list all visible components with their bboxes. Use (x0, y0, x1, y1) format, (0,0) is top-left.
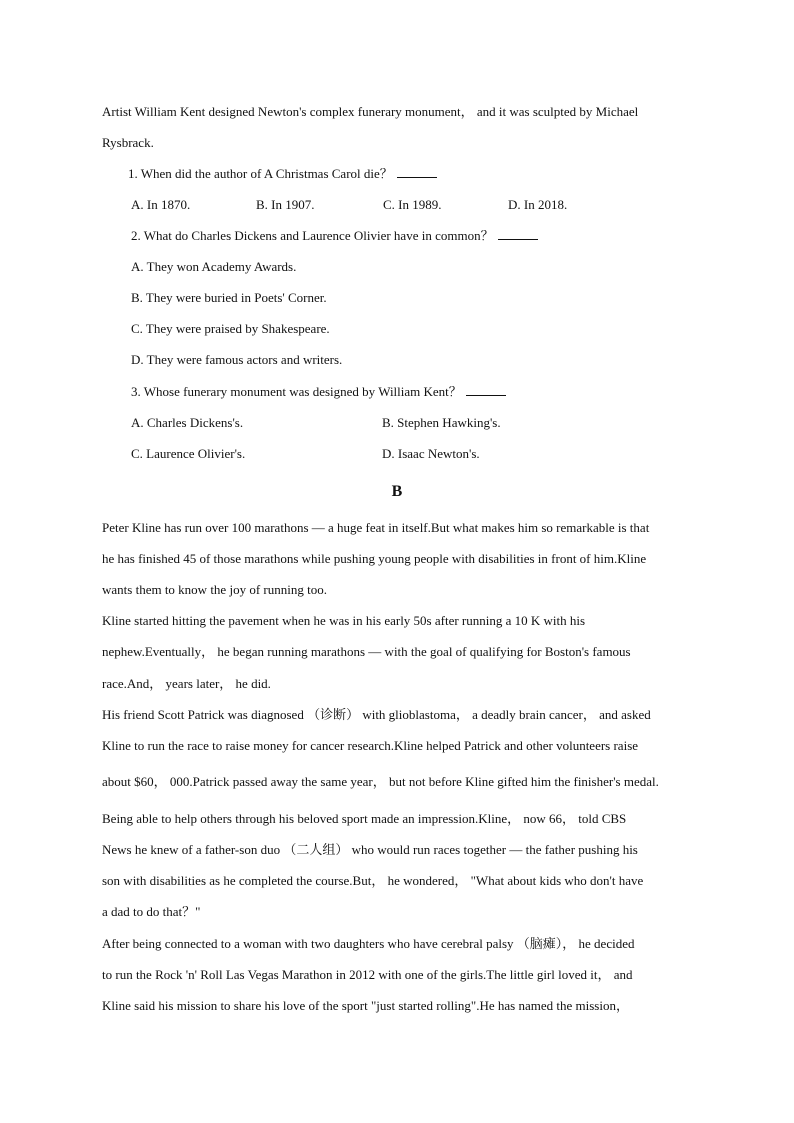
passage-line: Kline started hitting the pavement when he was in his early 50s after running a 10 K with his (102, 613, 586, 628)
passage-line: a dad to do that？" (102, 904, 201, 919)
question-2-option-b: B. They were buried in Poets' Corner. (131, 290, 327, 305)
passage-line: Kline to run the race to raise money for cancer research.Kline helped Patrick and other volunteers raise (102, 738, 639, 753)
passage-line: His friend Scott Patrick was diagnosed （诊断） with glioblastoma， a deadly brain cancer， and asked (102, 707, 651, 722)
passage-line: Rysbrack. (102, 135, 154, 150)
answer-blank (498, 228, 538, 240)
passage-line: Peter Kline has run over 100 marathons — a huge feat in itself.But what makes him so remarkable is that (102, 520, 650, 535)
question-3-option-b: B. Stephen Hawking's. (382, 415, 501, 430)
passage-line: nephew.Eventually， he began running marathons — with the goal of qualifying for Boston's famous (102, 644, 631, 659)
section-heading: B (391, 483, 403, 500)
passage-line: son with disabilities as he completed the course.But， he wondered， "What about kids who don't have (102, 873, 644, 888)
question-2-option-d: D. They were famous actors and writers. (131, 352, 343, 367)
question-1-option-a: A. In 1870. (131, 197, 191, 212)
question-3-option-a: A. Charles Dickens's. (131, 415, 244, 430)
question-3 (131, 384, 506, 400)
answer-blank (466, 384, 506, 396)
passage-line: Being able to help others through his beloved sport made an impression.Kline， now 66， told CBS (102, 811, 627, 826)
question-3-option-c: C. Laurence Olivier's. (131, 446, 246, 461)
question-3-option-d: D. Isaac Newton's. (382, 446, 480, 461)
passage-line: race.And， years later， he did. (102, 676, 271, 691)
question-1-stem: 1. When did the author of A Christmas Carol die？ (128, 166, 393, 181)
question-2-option-c: C. They were praised by Shakespeare. (131, 321, 330, 336)
passage-line: he has finished 45 of those marathons while pushing young people with disabilities in front of him.Kline (102, 551, 647, 566)
passage-line: After being connected to a woman with two daughters who have cerebral palsy （脑瘫）， he decided (102, 936, 635, 951)
passage-line: to run the Rock 'n' Roll Las Vegas Marathon in 2012 with one of the girls.The little girl loved it， and (102, 967, 633, 982)
passage-line: about $60， 000.Patrick passed away the same year， but not before Kline gifted him the finisher's medal. (102, 774, 659, 789)
passage-line: Artist William Kent designed Newton's complex funerary monument， and it was sculpted by Michael (102, 104, 639, 119)
question-1-option-d: D. In 2018. (508, 197, 568, 212)
answer-blank (397, 166, 437, 178)
question-2-option-a: A. They won Academy Awards. (131, 259, 297, 274)
question-1-option-b: B. In 1907. (256, 197, 315, 212)
passage-line: News he knew of a father-son duo （二人组） who would run races together — the father pushing his (102, 842, 638, 857)
question-1-option-c: C. In 1989. (383, 197, 442, 212)
passage-line: Kline said his mission to share his love of the sport "just started rolling".He has named the mission， (102, 998, 629, 1013)
question-2-stem: 2. What do Charles Dickens and Laurence Olivier have in common？ (131, 228, 494, 243)
question-1 (128, 166, 437, 182)
question-2 (131, 228, 538, 244)
question-3-stem: 3. Whose funerary monument was designed by William Kent？ (131, 384, 462, 399)
passage-line: wants them to know the joy of running too. (102, 582, 327, 597)
